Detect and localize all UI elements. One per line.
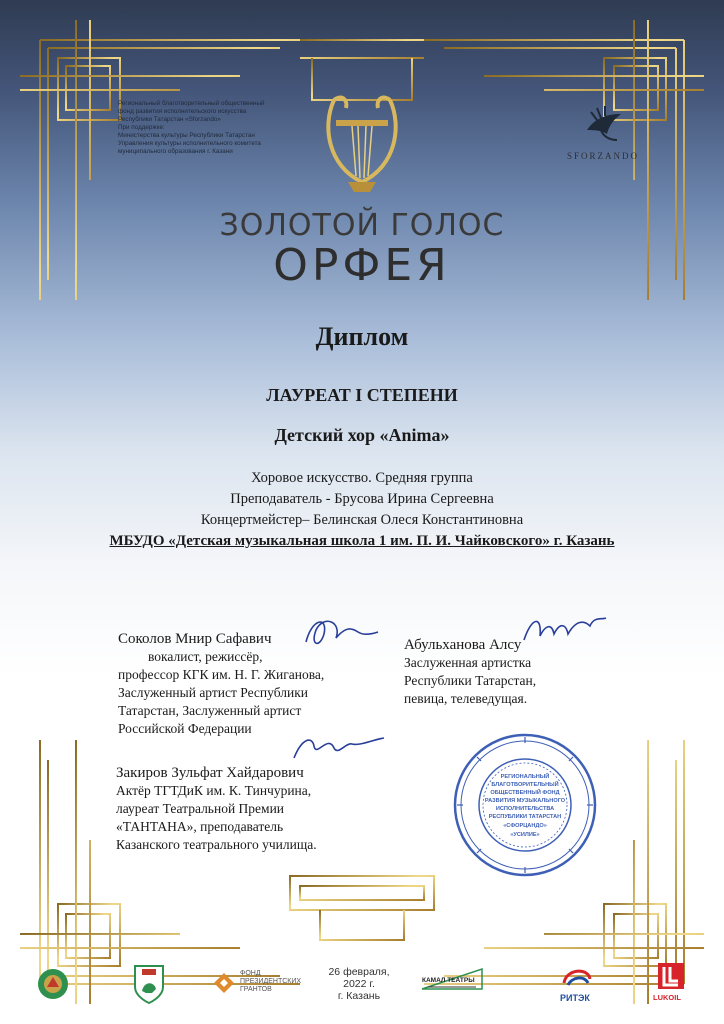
stamp-text: «СФОРЦАНДО»: [503, 823, 547, 829]
jury-line: Российской Федерации: [118, 721, 252, 736]
award-title: ЛАУРЕАТ I СТЕПЕНИ: [266, 385, 458, 405]
stamp-text: РЕГИОНАЛЬНЫЙ: [500, 774, 550, 780]
brand-name: SFORZANDO: [566, 151, 639, 161]
date-place: [318, 966, 400, 1002]
signature-abulkhanova: [520, 612, 610, 648]
official-stamp: [450, 730, 600, 880]
jury-line: Татарстан, Заслуженный артист: [118, 703, 302, 718]
stamp-text: БЛАГОТВОРИТЕЛЬНЫЙ: [491, 782, 559, 788]
diploma-heading: Диплом: [315, 322, 409, 351]
jury-member-zakirov: [116, 764, 317, 854]
organizer-line: Региональный благотворительный общественный: [118, 100, 265, 107]
organizer-line: Республики Татарстан «Sforzando»: [118, 116, 221, 123]
jury-name: Абульханова Алсу: [404, 637, 522, 653]
accompanist-line: Концертмейстер– Белинская Олеся Константиновна: [200, 512, 524, 528]
stamp-text: ОБЩЕСТВЕННЫЙ ФОНД: [490, 790, 560, 796]
teacher-line: Преподаватель - Брусова Ирина Сергеевна: [230, 491, 494, 507]
organizer-line: фонд развития исполнительского искусства: [118, 108, 247, 115]
jury-line: профессор КГК им. Н. Г. Жиганова,: [118, 667, 325, 682]
jury-line: Заслуженный артист Республики: [118, 685, 308, 700]
jury-member-abulkhanova: [404, 636, 536, 708]
bird-icon: [581, 100, 625, 144]
jury-name: Соколов Мнир Сафавич: [118, 631, 272, 647]
fund-line: ПРЕЗИДЕНТСКИХ: [240, 978, 302, 985]
stamp-text: РАЗВИТИЯ МУЗЫКАЛЬНОГО: [484, 798, 566, 804]
lyre-icon: [318, 86, 406, 196]
organizer-line: При поддержке:: [118, 124, 165, 131]
presidential-grants-label: [240, 970, 301, 994]
jury-line: Актёр ТГТДиК им. К. Тинчурина,: [116, 783, 312, 798]
signature-zakirov: [288, 728, 388, 768]
jury-member-sokolov: [118, 630, 324, 738]
organizer-block: [118, 100, 318, 156]
kazan-coat-of-arms-icon: [132, 963, 166, 1005]
jury-name: Закиров Зульфат Хайдарович: [116, 765, 304, 781]
stamp-text: «УСИЛИЕ»: [510, 832, 540, 838]
jury-line: певица, телеведущая.: [404, 691, 528, 706]
jury-line: Казанского театрального училища.: [116, 837, 317, 852]
kamal-theatre-label: КАМАЛ ТЕАТРЫ: [422, 977, 475, 984]
lukoil-label: LUKOIL: [653, 993, 681, 1002]
lukoil-icon: [656, 961, 686, 991]
stamp-text: РЕСПУБЛИКИ ТАТАРСТАН: [488, 814, 562, 820]
jury-line: «ТАНТАНА», преподаватель: [116, 819, 284, 834]
sforzando-logo: [548, 100, 658, 161]
jury-line: лауреат Театральной Премии: [116, 801, 285, 816]
jury-line: Республики Татарстан,: [404, 673, 537, 688]
school-line: МБУДО «Детская музыкальная школа 1 им. П. И. Чайковского» г. Казань: [109, 533, 615, 549]
fund-line: ФОНД: [240, 970, 261, 977]
date-line: 2022 г.: [343, 978, 375, 990]
jury-line: Заслуженная артистка: [404, 655, 532, 670]
date-line: 26 февраля,: [328, 966, 390, 978]
ensemble-name: Детский хор «Anima»: [274, 425, 450, 445]
place-line: г. Казань: [337, 990, 381, 1002]
fund-line: ГРАНТОВ: [240, 986, 272, 993]
category-line: Хоровое искусство. Средняя группа: [251, 470, 473, 486]
festival-title-line2: ОРФЕЯ: [273, 240, 451, 291]
organizer-line: муниципального образования г. Казани: [118, 148, 233, 155]
organizer-line: Министерства культуры Республики Татарстан: [118, 132, 255, 139]
tatarstan-emblem-icon: [36, 967, 70, 1001]
festival-title-line1: ЗОЛОТОЙ ГОЛОС: [219, 208, 505, 243]
organizer-line: Управления культуры исполнительного комитета: [118, 140, 261, 147]
stamp-text: ИСПОЛНИТЕЛЬСТВА: [495, 806, 555, 812]
ritek-icon: [560, 963, 594, 989]
presidential-grants-icon: [210, 969, 238, 997]
ritek-label: РИТЭК: [560, 993, 590, 1003]
jury-line: вокалист, режиссёр,: [148, 649, 263, 664]
signature-sokolov: [302, 612, 382, 656]
